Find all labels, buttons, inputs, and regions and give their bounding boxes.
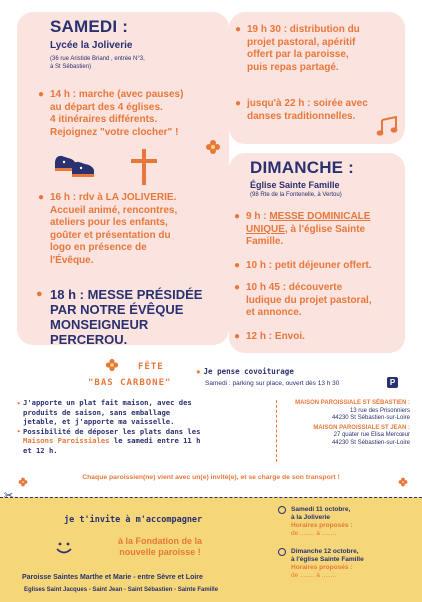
bullet-icon: ● bbox=[235, 98, 242, 109]
maison-title: MAISON PAROISSIALE ST JEAN : bbox=[313, 424, 410, 431]
paroisse-name: Paroisse Saintes Marthe et Marie - entre Sèvre et Loire bbox=[22, 574, 203, 581]
item-text: : petit déjeuner offert. bbox=[266, 260, 372, 271]
item-text: : découverte bbox=[279, 282, 343, 293]
samedi-venue: Lycée la Joliverie bbox=[50, 40, 133, 51]
samedi-address-2: à St Sébastien) bbox=[50, 64, 92, 70]
item-text: PAR NOTRE ÉVÊQUE bbox=[50, 302, 184, 317]
date-line: à la Joliverie bbox=[291, 514, 331, 521]
item-text: projet pastoral, apéritif bbox=[247, 36, 356, 48]
time-label: 9 h bbox=[246, 211, 261, 222]
soir-item-1 bbox=[235, 24, 399, 74]
item-text: ludique du projet pastoral, bbox=[246, 294, 372, 306]
item-text: Accueil animé, rencontres, bbox=[50, 204, 178, 216]
item-text: : rdv à bbox=[70, 192, 106, 203]
invite-text: je t'invite à m'accompagner bbox=[64, 515, 203, 525]
flower-icon bbox=[18, 477, 28, 487]
item-text: Rejoignez "votre clocher" ! bbox=[50, 126, 179, 138]
bullet-icon: ● bbox=[234, 260, 241, 271]
item-text: : distribution du bbox=[280, 24, 360, 35]
covoiturage-title bbox=[196, 367, 294, 376]
date-line: Horaires proposés : bbox=[291, 564, 353, 571]
bullet-icon: ▸ bbox=[17, 426, 22, 435]
dimanche-item-4 bbox=[234, 331, 401, 344]
shoes-icon bbox=[52, 152, 102, 180]
dimanche-item-2 bbox=[234, 260, 401, 273]
fete-title: FÊTE bbox=[138, 362, 164, 372]
item-text: UNIQUE bbox=[246, 223, 285, 235]
maison-address: 44230 St Sébastien-sur-Loire bbox=[331, 415, 410, 422]
date-line: Dimanche 12 octobre, bbox=[291, 548, 359, 555]
bullet-icon: ● bbox=[234, 331, 241, 342]
samedi-title: SAMEDI : bbox=[50, 17, 129, 36]
maisons-block bbox=[280, 400, 410, 448]
repas-line: le samedi entre 11 h bbox=[109, 436, 201, 445]
item-text: : bbox=[260, 211, 270, 222]
item-text: Famille. bbox=[246, 236, 284, 247]
item-text: 4 itinéraires différents. bbox=[50, 114, 158, 125]
time-label: 10 h bbox=[246, 260, 267, 271]
date-line: Samedi 11 octobre, bbox=[291, 506, 351, 513]
bullet-icon: ● bbox=[196, 367, 201, 376]
item-text: offert par la paroisse, bbox=[247, 49, 349, 60]
item-text: 18 h : MESSE PRÉSIDÉE bbox=[50, 287, 203, 302]
dimanche-title: DIMANCHE : bbox=[250, 158, 354, 177]
radio-circle[interactable] bbox=[278, 506, 286, 514]
item-text: danses traditionnelles. bbox=[247, 110, 356, 122]
flower-icon bbox=[205, 139, 221, 155]
dimanche-item-1 bbox=[234, 211, 401, 249]
fete-subtitle: "BAS CARBONE" bbox=[88, 378, 172, 388]
samedi-item-2 bbox=[38, 192, 225, 267]
bullet-icon: ● bbox=[234, 282, 241, 293]
invite-line-text: Chaque paroissien(ne) vient avec un(e) invité(e), et se charge de son transport ! bbox=[82, 474, 340, 481]
fondation-line: nouvelle paroisse ! bbox=[119, 547, 201, 557]
time-label: 16 h bbox=[50, 192, 71, 203]
repas-line: jetable, et j'apporte ma vaisselle. bbox=[23, 417, 175, 426]
parking-icon: P bbox=[387, 377, 398, 388]
repas-line: produits de saison, sans emballage bbox=[23, 407, 171, 417]
item-text: logo en présence de bbox=[50, 242, 147, 253]
flower-icon bbox=[105, 358, 119, 372]
invite-line bbox=[12, 474, 410, 481]
item-text: LA JOLIVERIE. bbox=[105, 192, 177, 203]
bullet-icon: ● bbox=[234, 211, 241, 222]
item-text: ateliers pour les enfants, bbox=[50, 217, 168, 228]
fondation-text bbox=[100, 536, 220, 558]
maison-address: 13 rue des Prisonniers bbox=[349, 407, 410, 414]
item-text: au départ des 4 églises. bbox=[50, 101, 163, 113]
messe-evêque bbox=[36, 287, 228, 347]
item-text: MESSE DOMINICALE bbox=[269, 211, 371, 222]
repas-line: Possibilité de déposer les plats dans les bbox=[23, 426, 201, 436]
bullet-icon: ● bbox=[235, 24, 242, 35]
item-text: : soirée avec bbox=[304, 98, 368, 109]
flower-icon bbox=[398, 477, 408, 487]
cut-line bbox=[0, 497, 422, 498]
date-line: Horaires proposés : bbox=[291, 522, 353, 529]
time-label: 10 h 45 bbox=[246, 282, 280, 293]
date-option-1[interactable] bbox=[291, 506, 416, 538]
item-text: puis repas partagé. bbox=[247, 61, 339, 73]
dimanche-address: (98 Rte de la Fontenelle, à Vertou) bbox=[250, 192, 342, 198]
dimanche-venue: Église Sainte Famille bbox=[250, 180, 340, 190]
maison-address: 44230 St Sébastien-sur-Loire bbox=[331, 439, 410, 446]
covoit-title-text: Je pense covoiturage bbox=[203, 367, 294, 376]
fondation-line: à la Fondation de la bbox=[117, 536, 202, 546]
bullet-icon: ▸ bbox=[17, 398, 22, 407]
time-label: 12 h bbox=[246, 331, 267, 342]
item-text: MONSEIGNEUR bbox=[50, 317, 149, 332]
date-line: de ........ à ........ bbox=[291, 572, 337, 579]
item-text: l'Évêque. bbox=[50, 254, 94, 266]
item-text: , à l'église Sainte bbox=[284, 223, 366, 235]
repas-line: J'apporte un plat fait maison, avec des bbox=[23, 398, 192, 407]
item-text: et annonce. bbox=[246, 307, 302, 318]
cross-icon bbox=[128, 148, 160, 186]
maisons-link: Maisons Paroissiales bbox=[23, 436, 110, 445]
bullet-icon: ● bbox=[38, 89, 45, 100]
divider bbox=[276, 400, 277, 462]
bullet-icon: ● bbox=[36, 288, 43, 300]
time-label: jusqu'à 22 h bbox=[247, 98, 305, 109]
maison-address: 27 quater rue Elisa Mercœur bbox=[333, 432, 410, 439]
date-line: de ........ à ........ bbox=[291, 530, 337, 537]
item-text: PERCEROU. bbox=[50, 332, 128, 347]
item-text: goûter et présentation du bbox=[50, 229, 171, 241]
item-text: : Envoi. bbox=[266, 331, 305, 342]
music-note-icon bbox=[376, 116, 402, 138]
covoiturage-text: Samedi : parking sur place, ouvert dès 13 h 30 bbox=[205, 380, 340, 387]
time-label: 14 h bbox=[50, 89, 71, 100]
dimanche-item-3 bbox=[234, 282, 401, 320]
radio-circle[interactable] bbox=[278, 548, 286, 556]
maison-title: MAISON PAROISSIALE ST SÉBASTIEN : bbox=[295, 400, 410, 406]
item-text: : marche (avec pauses) bbox=[70, 89, 184, 100]
samedi-address: (36 rue Aristide Briand , entrée N°3, bbox=[50, 56, 145, 62]
date-option-2[interactable] bbox=[291, 548, 416, 580]
date-line: à l'église Sainte Famille bbox=[291, 556, 364, 563]
scissors-icon: ✂ bbox=[4, 490, 14, 502]
repas-line: et 12 h. bbox=[23, 445, 58, 455]
smiley-icon bbox=[52, 535, 76, 559]
time-label: 19 h 30 bbox=[247, 24, 281, 35]
bullet-icon: ● bbox=[38, 192, 45, 203]
eglises-list: Eglises Saint Jacques - Saint Jean - Saint Sébastien - Sainte Famille bbox=[24, 587, 219, 593]
samedi-item-1 bbox=[38, 89, 225, 139]
repas-block bbox=[17, 398, 273, 455]
